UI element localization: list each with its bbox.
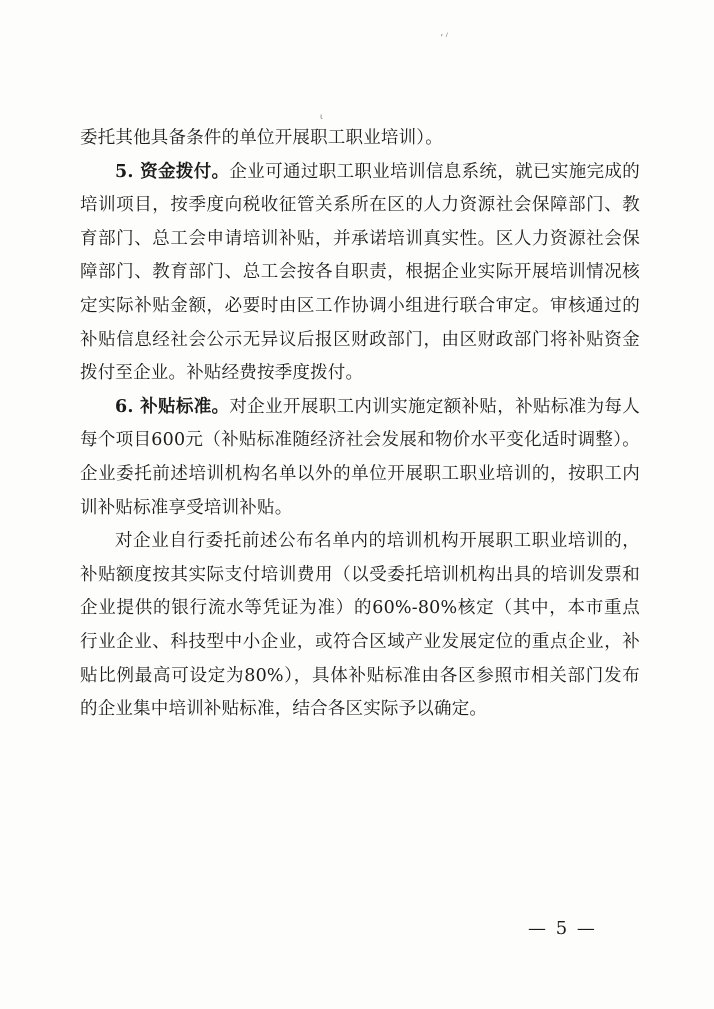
paragraph-4-text: 对企业自行委托前述公布名单内的培训机构开展职工职业培训的，补贴额度按其实际支付培训费用（以受委托培训机构出具的培训发票和企业提供的银行流水等凭证为准）的60%-80%核定（其中，本市重点行业企业、科技型中小企业，或符合区域产业发展定位的重点企业，补贴比例最高可设定为80%），具体补贴标准由各区参照市相关部门发布的企业集中培训补贴标准，结合各区实际予以确定。 <box>80 531 640 720</box>
paragraph-2 <box>80 156 640 391</box>
paragraph-1 <box>80 122 640 156</box>
scan-artifact-mark: ˊ⸍ <box>438 31 453 46</box>
section-heading-funding: 5. 资金拨付。 <box>115 161 230 182</box>
paragraph-2-text: 企业可通过职工职业培训信息系统，就已实施完成的培训项目，按季度向税收征管关系所在区的人力资源社会保障部门、教育部门、总工会申请培训补贴，并承诺培训真实性。区人力资源社会保障部门、教育部门、总工会按各自职责，根据企业实际开展培训情况核定实际补贴金额，必要时由区工作协调小组进行联合审定。审核通过的补贴信息经社会公示无异议后报区财政部门，由区财政部门将补贴资金拨付至企业。补贴经费按季度拨付。 <box>80 161 640 384</box>
document-body <box>80 122 640 727</box>
paragraph-3 <box>80 391 640 525</box>
paragraph-1-text: 委托其他具备条件的单位开展职工职业培训）。 <box>80 128 443 148</box>
scan-artifact-dot: ι <box>320 112 323 121</box>
page-number: — 5 — <box>528 918 597 939</box>
section-heading-standard: 6. 补贴标准。 <box>115 396 230 417</box>
paragraph-4 <box>80 525 640 727</box>
paragraph-3-text: 对企业开展职工内训实施定额补贴，补贴标准为每人每个项目600元（补贴标准随经济社会发展和物价水平变化适时调整）。企业委托前述培训机构名单以外的单位开展职工职业培训的，按职工内训补贴标准享受培训补贴。 <box>80 396 640 518</box>
